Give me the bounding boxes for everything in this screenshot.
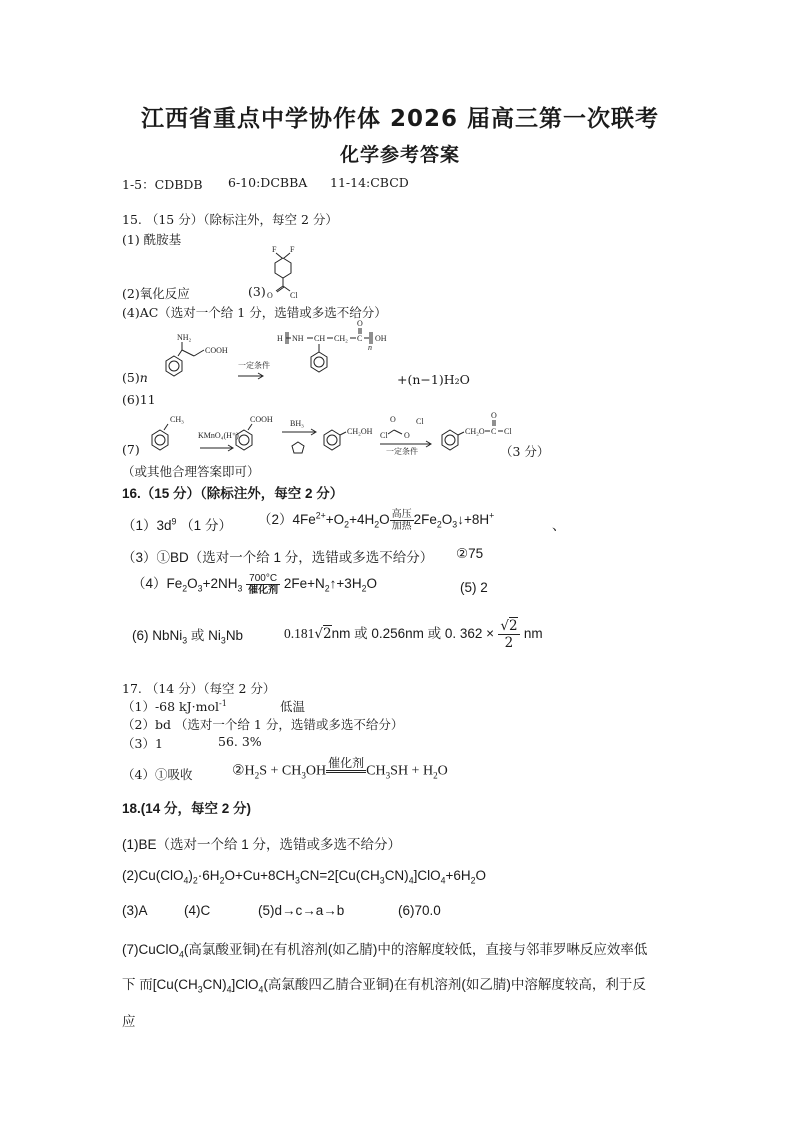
q16-p4-c: +2NH	[202, 576, 238, 591]
q16-part6	[132, 624, 243, 644]
q18-part7-line3: 应	[122, 1014, 136, 1029]
q15-part5-n: n	[139, 370, 148, 385]
q16-p2-f: O	[441, 512, 453, 527]
q16-p2-sup: 2+	[315, 510, 326, 521]
q16-p4-cond-bot: 催化剂	[248, 584, 279, 596]
q18-heading: 18.(14 分，每空 2 分)	[122, 801, 252, 816]
label-ch3: CH₃	[170, 415, 184, 424]
q18-p7-s1: 4	[179, 949, 184, 960]
q18-p2-h: +6H	[445, 868, 471, 883]
q16-p6-d: 0.181	[284, 626, 315, 641]
q15-heading: 15. （15 分）（除标注外，每空 2 分）	[122, 212, 338, 227]
label-cl3: Cl	[504, 427, 512, 436]
q16-p1-a: （1）3d	[122, 518, 172, 533]
q16-p6-c: Nb	[225, 628, 244, 643]
q18-part5: (5)d→c→a→b	[258, 903, 345, 918]
q17-p4-sub2: 3	[301, 770, 306, 781]
q17-p4-sub4: 2	[433, 770, 438, 781]
q17-p4-sub1: 2	[254, 770, 260, 781]
q16-p2-e: 2Fe	[413, 512, 437, 527]
q18-p7-s4: 4	[258, 984, 264, 995]
q16-p1-b: （1 分）	[180, 518, 232, 533]
q15-structure-7-route	[140, 410, 540, 470]
q16-p2-condition	[390, 509, 414, 532]
q15-part7-score: （3 分）	[500, 444, 550, 459]
q17-part3a: （3）1	[122, 736, 163, 751]
q16-p2-a: （2）4Fe	[258, 512, 316, 527]
q15-part3: (3)	[248, 284, 266, 299]
q18-p7-s3: 4	[226, 984, 232, 995]
label-f2: F	[290, 245, 295, 254]
q16-p2-g: ↓+8H	[457, 512, 490, 527]
q15-part7-note: （或其他合理答案即可）	[122, 464, 260, 479]
q18-p2-s1: 4	[183, 875, 189, 886]
q18-p2-b: )	[188, 868, 193, 883]
q18-p2-s5: 3	[379, 875, 385, 886]
q16-p2-sub2: 2	[374, 519, 380, 530]
q18-p2-s4: 3	[295, 875, 300, 886]
q17-p4-f: SH + H	[390, 763, 434, 779]
mc-answers-11-14: 11-14:CBCD	[330, 175, 409, 190]
q16-part5: (5) 2	[460, 580, 488, 595]
q18-p2-a: (2)Cu(ClO	[122, 868, 184, 883]
label-cond2: 一定条件	[386, 447, 418, 456]
q17-p4-condition	[326, 757, 366, 786]
label-nh: NH	[292, 334, 304, 343]
q18-p7-c: 下 而[Cu(CH	[122, 977, 198, 992]
q17-part1-b: 低温	[280, 699, 306, 714]
q16-p6-sub2: 3	[220, 635, 226, 646]
q16-part6-values	[284, 618, 543, 651]
q16-p2-mark: 、	[552, 518, 566, 534]
q15-structure-3	[262, 246, 322, 306]
q15-part4: (4)AC（选对一个给 1 分，选错或多选不给分）	[122, 305, 387, 320]
q17-heading: 17. （14 分）（每空 2 分）	[122, 681, 276, 696]
label-f1: F	[272, 245, 277, 254]
q16-part4	[132, 572, 377, 596]
q18-part6: (6)70.0	[398, 903, 441, 918]
q18-p2-s7: 4	[440, 875, 446, 886]
q17-p1-sup: -1	[219, 697, 227, 708]
q18-p2-s3: 2	[219, 875, 225, 886]
q16-p2-d: O	[379, 512, 390, 527]
q16-part1	[122, 514, 232, 534]
q16-p2-sup2: +	[489, 510, 495, 521]
q16-p2-cond-bot: 加热	[391, 520, 412, 532]
q17-part3b: 56. 3%	[218, 734, 262, 749]
q16-p4-cond-top: 700°C	[246, 573, 280, 585]
q16-heading: 16.（15 分）（除标注外，每空 2 分）	[122, 486, 344, 501]
q18-p7-e: ]ClO	[231, 977, 259, 992]
q16-p6-e: 2	[322, 626, 332, 642]
label-cl2: Cl	[416, 417, 424, 426]
mc-answers-1-5: 1-5：CDBDB	[122, 177, 203, 192]
q15-part7: (7)	[122, 442, 140, 457]
q18-p2-s2: 2	[192, 875, 198, 886]
label-o3: O	[390, 415, 396, 424]
q16-p4-sub1: 2	[182, 583, 188, 594]
q17-part4b	[232, 757, 448, 786]
page-title: 江西省重点中学协作体 2026 届高三第一次联考	[140, 106, 660, 132]
label-ch: CH	[314, 334, 326, 343]
q15-part1: (1) 酰胺基	[122, 232, 182, 247]
label-cl: Cl	[290, 291, 298, 300]
label-kmno4: KMnO₄(H⁺)	[198, 431, 239, 440]
label-oh: OH	[375, 334, 387, 343]
q15-part6: (6)11	[122, 392, 156, 407]
label-cl1: Cl	[380, 431, 388, 440]
q18-p2-s6: 4	[408, 875, 414, 886]
q18-p7-f: (高氯酸四乙腈合亚铜)在有机溶剂(如乙腈)中溶解度较高，利于反	[263, 977, 646, 992]
q15-part5-label: (5)	[122, 370, 140, 385]
q16-part3a: （3）①BD（选对一个给 1 分，选错或多选不给分）	[122, 550, 434, 565]
label-bh3: BH₃	[290, 419, 304, 428]
q15-structure-5-reactant	[132, 330, 242, 390]
q18-p2-d: O+Cu+8CH	[224, 868, 295, 883]
q18-p2-i: O	[475, 868, 487, 883]
q18-part7-line2	[122, 973, 646, 993]
q18-part2	[122, 868, 487, 886]
q16-p4-sub2: 3	[197, 583, 203, 594]
q15-structure-5-product	[275, 318, 405, 383]
label-cooh: COOH	[205, 346, 228, 355]
q16-p2-sub: 2	[344, 519, 350, 530]
q16-p6-a: (6) NbNi	[132, 628, 183, 643]
q17-part1	[122, 697, 227, 715]
q16-p2-sub3: 2	[436, 519, 442, 530]
q16-p2-c: +4H	[349, 512, 375, 527]
q16-p6-den: 2	[504, 635, 514, 651]
q16-p4-e: ↑+3H	[329, 576, 362, 591]
q18-p7-b: (高氯酸亚铜)在有机溶剂(如乙腈)中的溶解度较低，直接与邻菲罗啉反应效率低	[183, 942, 648, 957]
q18-part4: (4)C	[184, 903, 211, 918]
q16-part3b: ②75	[456, 546, 484, 561]
q18-p2-s8: 2	[470, 875, 476, 886]
q16-part2	[258, 508, 494, 532]
q18-p7-d: CN)	[202, 977, 227, 992]
q17-p4-g: O	[437, 763, 448, 779]
label-o: O	[267, 291, 273, 300]
q16-p4-d: 2Fe+N	[283, 576, 325, 591]
q18-part1: (1)BE（选对一个给 1 分，选错或多选不给分）	[122, 837, 402, 852]
q16-p4-sub4: 2	[324, 583, 330, 594]
q16-p1-sup: 9	[171, 516, 177, 527]
q15-part2: (2)氧化反应	[122, 286, 190, 301]
q15-part5-condition: 一定条件	[238, 361, 270, 370]
q18-part7-line1	[122, 938, 647, 958]
label-ch2oh: CH₂OH	[347, 427, 373, 436]
q17-p4-sub3: 3	[385, 770, 391, 781]
q17-part2: （2）bd （选对一个给 1 分，选错或多选不给分）	[122, 717, 404, 732]
label-h: H	[277, 334, 283, 343]
q18-p2-c: ·6H	[197, 868, 220, 883]
q18-p2-e: CN=2[Cu(CH	[299, 868, 380, 883]
q16-p6-g: nm	[523, 626, 543, 641]
q16-p6-f: nm 或 0.256nm 或 0. 362 ×	[331, 626, 495, 641]
q18-p7-s2: 3	[197, 984, 203, 995]
q16-p2-sub4: 3	[452, 519, 458, 530]
mc-answers-6-10: 6-10:DCBBA	[228, 175, 308, 190]
label-ch2o: CH₂O	[465, 427, 485, 436]
q15-part5-arrow	[238, 372, 268, 380]
q15-part5	[122, 370, 148, 385]
q18-part3: (3)A	[122, 903, 148, 918]
q16-p4-a: （4）Fe	[132, 576, 183, 591]
q18-p2-g: ]ClO	[413, 868, 441, 883]
q15-part5-water: +(n−1)H₂O	[397, 372, 470, 387]
label-ch2: CH₂	[334, 334, 348, 343]
q17-p4-e: CH	[366, 763, 386, 779]
label-n: n	[368, 343, 372, 352]
label-c: C	[357, 334, 363, 343]
q16-p6-fraction: $\frac{√2}{2}$	[500, 618, 518, 651]
q17-p4-d: OH	[305, 763, 327, 779]
label-nh2: NH₂	[177, 333, 192, 342]
q16-p2-b: +O	[325, 512, 345, 527]
label-c2: C	[491, 427, 497, 436]
q17-part4a: （4）①吸收	[122, 767, 193, 782]
q18-p7-a: (7)CuClO	[122, 942, 180, 957]
sqrt-sign: √	[314, 626, 323, 642]
q16-p2-cond-top: 高压	[391, 508, 412, 520]
q17-p1-a: （1）-68 kJ·mol	[122, 699, 219, 714]
page-subtitle: 化学参考答案	[339, 144, 460, 166]
q17-p4-c: S + CH	[259, 763, 302, 779]
label-cooh2: COOH	[250, 415, 273, 424]
label-o5: O	[491, 411, 497, 420]
q17-p4-cond-top: 催化剂	[326, 757, 366, 773]
q16-p4-condition	[246, 573, 280, 596]
label-o4: O	[404, 431, 410, 440]
q16-p6-b: 或 Ni	[190, 628, 221, 643]
q16-p4-sub5: 2	[361, 583, 367, 594]
q16-p6-sub1: 3	[182, 635, 188, 646]
label-o2: O	[357, 319, 363, 328]
q17-p4-b: ②H	[232, 763, 255, 779]
q16-p4-sub3: 3	[237, 583, 243, 594]
q16-p4-b: O	[187, 576, 198, 591]
q16-p4-f: O	[366, 576, 377, 591]
q18-p2-f: CN)	[384, 868, 409, 883]
q16-p6-num: 2	[508, 618, 518, 634]
